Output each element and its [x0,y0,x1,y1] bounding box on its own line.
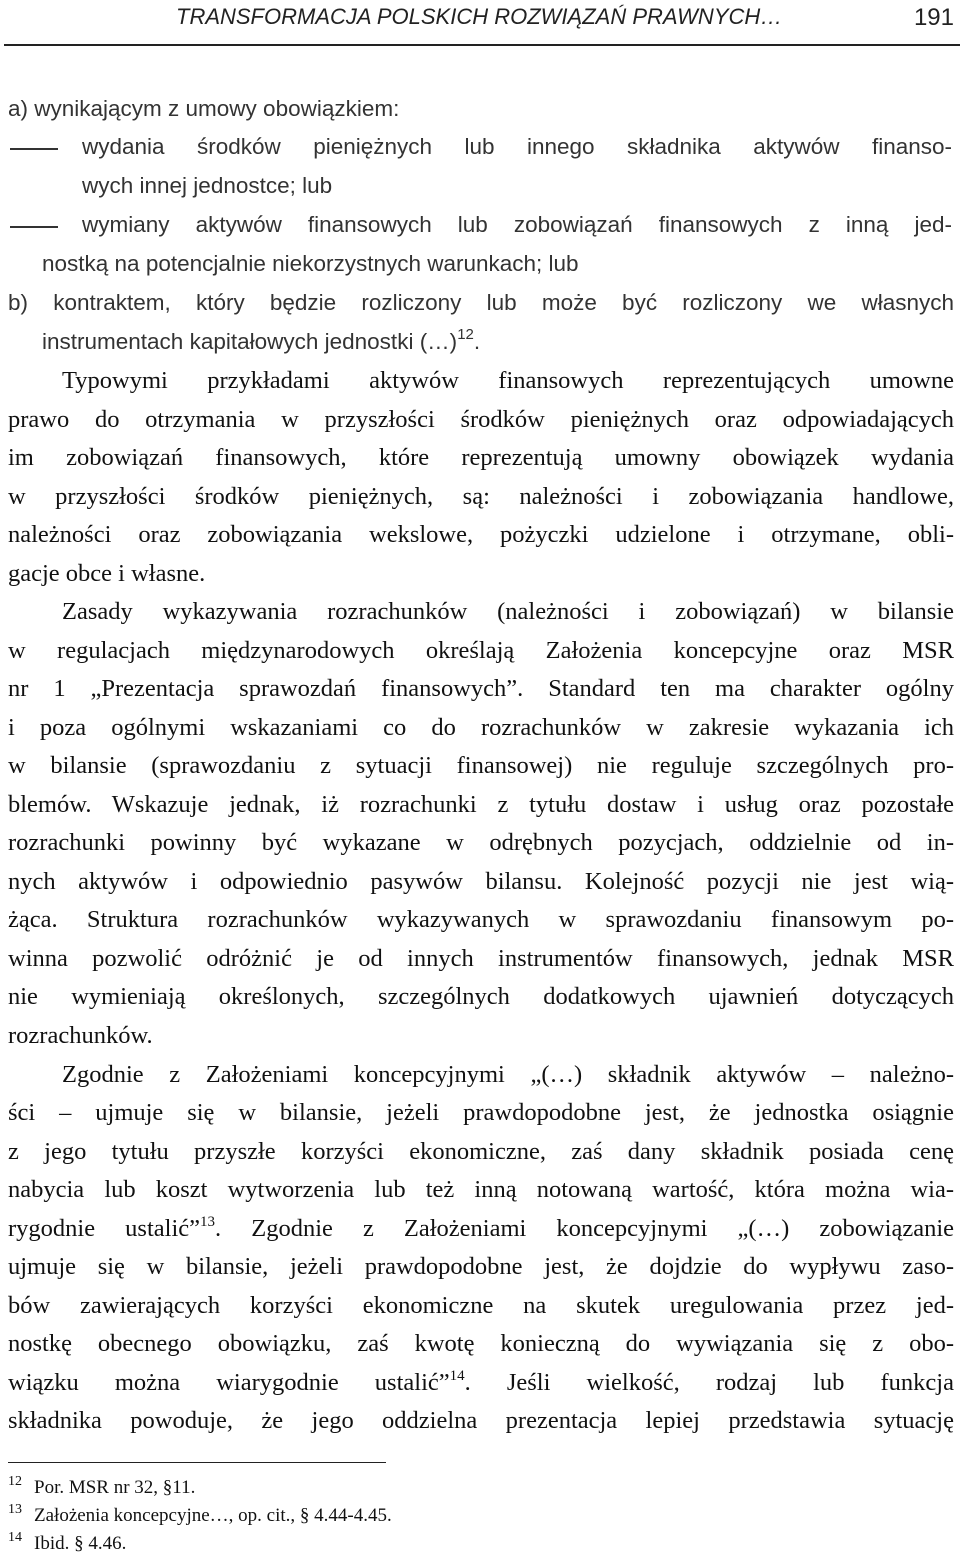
page-number: 191 [913,4,954,31]
definition-item-b-line-1: b) kontraktem, który będzie rozliczony lub może być rozliczony we własnych [8,290,954,315]
footnote-ref-14[interactable]: 14 [449,1368,465,1384]
paragraph-line: im zobowiązań finansowych, które reprezentują umowny obowiązek wydania [8,444,954,471]
paragraph-line: w przyszłości środków pieniężnych, są: należności i zobowiązania handlowe, [8,483,954,510]
footnote-14 [8,1530,126,1555]
paragraph-line: nabycia lub koszt wytworzenia lub też inną notowaną wartość, która można wia- [8,1176,954,1203]
paragraph-line: gacje obce i własne. [8,560,206,587]
paragraph-line: wiązku można wiarygodnie ustalić”$^{14}$. Jeśli wielkość, rodzaj lub funkcja [8,1368,954,1396]
footnote-13 [8,1502,392,1527]
paragraph-line: Typowymi przykładami aktywów finansowych reprezentujących umowne [62,367,954,394]
paragraph-line: i poza ogólnymi wskazaniami co do rozrachunków w zakresie wykazania ich [8,714,954,741]
footnote-12 [8,1474,195,1499]
paragraph-line: Zasady wykazywania rozrachunków (należności i zobowiązań) w bilansie [62,598,954,625]
dash-item-1-line-2: wych innej jednostce; lub [82,173,333,198]
footnote-separator [8,1462,386,1463]
paragraph-line: bów zawierających korzyści ekonomiczne na skutek uregulowania przez jed- [8,1292,954,1319]
paragraph-line: nie wymieniają określonych, szczególnych dodatkowych ujawnień dotyczących [8,983,954,1010]
paragraph-line: ujmuje się w bilansie, jeżeli prawdopodobne jest, że dojdzie do wypływu zaso- [8,1253,954,1280]
paragraph-line: żąca. Struktura rozrachunków wykazywanych w sprawozdaniu finansowym po- [8,906,954,933]
dash-bullet [10,226,58,228]
paragraph-line: nr 1 „Prezentacja sprawozdań finansowych”. Standard ten ma charakter ogólny [8,675,954,702]
dash-item-2-line-2: nostką na potencjalnie niekorzystnych warunkach; lub [42,251,579,276]
paragraph-line: nych aktywów i odpowiednio pasywów bilansu. Kolejność pozycji nie jest wią- [8,868,954,895]
paragraph-line: ści – ujmuje się w bilansie, jeżeli prawdopodobne jest, że jednostka osiągnie [8,1099,954,1126]
footnote-ref-12[interactable]: 12 [457,326,474,343]
definition-item-a: a) wynikającym z umowy obowiązkiem: [8,96,400,121]
page-header [0,0,960,42]
running-title: TRANSFORMACJA POLSKICH ROZWIĄZAŃ PRAWNYCH… [176,4,783,29]
paragraph-line: należności oraz zobowiązania wekslowe, pożyczki udzielone i otrzymane, obli- [8,521,954,548]
paragraph-line: nostkę obecnego obowiązku, zaś kwotę konieczną do wywiązania się z obo- [8,1330,954,1357]
paragraph-line: w regulacjach międzynarodowych określają Założenia koncepcyjne oraz MSR [8,637,954,664]
footnote-number: 13 [8,1502,22,1517]
header-rule [4,44,960,46]
paragraph-line: winna pozwolić odróżnić je od innych instrumentów finansowych, jednak MSR [8,945,954,972]
paragraph-line: prawo do otrzymania w przyszłości środków pieniężnych oraz odpowiadających [8,406,954,433]
paragraph-line: blemów. Wskazuje jednak, iż rozrachunki z tytułu dostaw i usług oraz pozostałe [8,791,954,818]
footnote-number: 14 [8,1530,22,1545]
footnote-number: 12 [8,1474,22,1489]
dash-item-1-line-1: wydania środków pieniężnych lub innego składnika aktywów finanso- [82,134,952,159]
footnote-text: Ibid. § 4.46. [34,1533,127,1554]
footnote-text: Por. MSR nr 32, §11. [34,1477,196,1498]
paragraph-line: rozrachunków. [8,1022,153,1049]
footnote-ref-13[interactable]: 13 [200,1214,216,1230]
paragraph-line: składnika powoduje, że jego oddzielna prezentacja lepiej przedstawia sytuację [8,1407,954,1434]
footnote-text: Założenia koncepcyjne…, op. cit., § 4.44-4.45. [34,1505,392,1526]
paragraph-line: rygodnie ustalić”$^{13}$. Zgodnie z Założeniami koncepcyjnymi „(…) zobowiązanie [8,1214,955,1242]
paragraph-line: z jego tytułu przyszłe korzyści ekonomiczne, zaś dany składnik posiada cenę [8,1138,954,1165]
dash-item-2-line-1: wymiany aktywów finansowych lub zobowiązań finansowych z inną jed- [82,212,952,237]
dash-bullet [10,148,58,150]
paragraph-line: Zgodnie z Założeniami koncepcyjnymi „(…) składnik aktywów – należno- [62,1061,954,1088]
paragraph-line: rozrachunki powinny być wykazane w odrębnych pozycjach, oddzielnie od in- [8,829,954,856]
paragraph-line: w bilansie (sprawozdaniu z sytuacji finansowej) nie reguluje szczególnych pro- [8,752,954,779]
definition-item-b-line-2: instrumentach kapitałowych jednostki (…)$^{12}$. [42,326,481,354]
